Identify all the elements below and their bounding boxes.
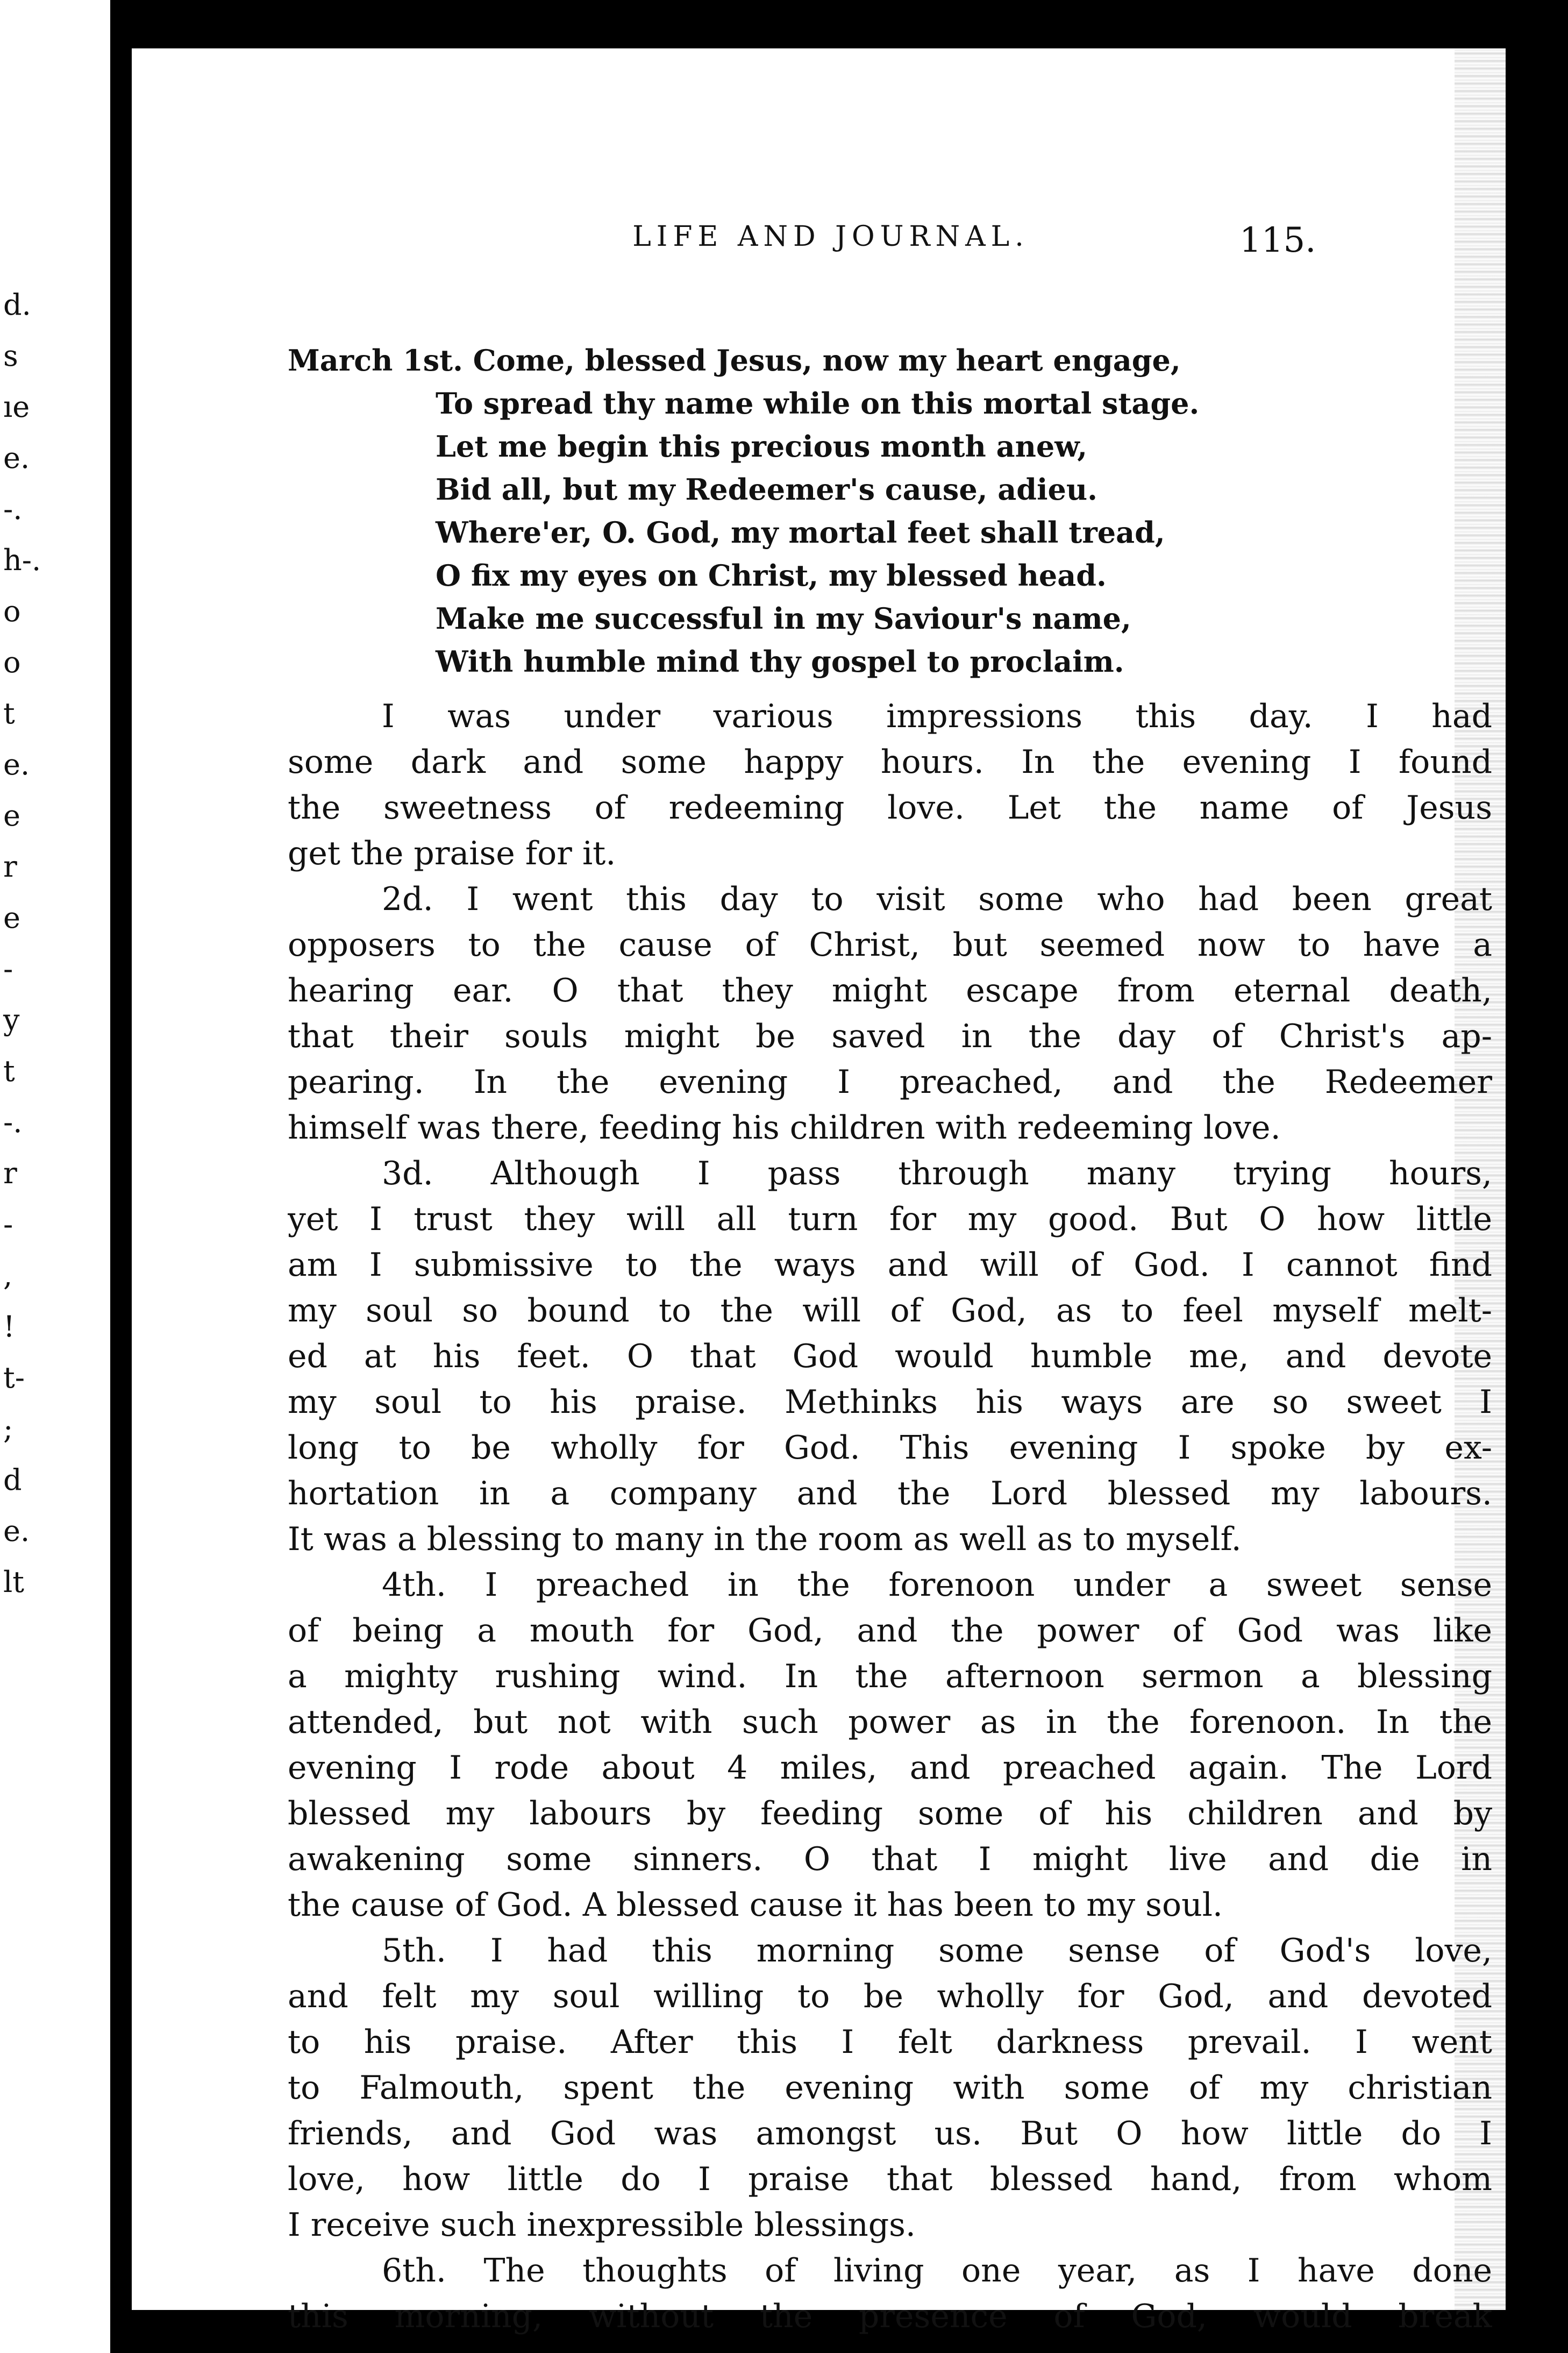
- journal-paragraph: [288, 1562, 1492, 1928]
- facing-page-edge: [0, 0, 110, 2353]
- text-line: and felt my soul willing to be wholly for God, and devoted: [288, 1978, 1492, 2015]
- facing-page-fragment: e: [3, 799, 20, 833]
- facing-page-fragment: h-.: [3, 543, 41, 577]
- verse-line: With humble mind thy gospel to proclaim.: [436, 644, 1124, 679]
- facing-page-fragment: r: [3, 850, 17, 884]
- body-text: [288, 339, 1492, 2340]
- text-line: attended, but not with such power as in the forenoon. In the: [288, 1703, 1492, 1741]
- journal-paragraph: [288, 877, 1492, 1151]
- text-line: pearing. In the evening I preached, and the Redeemer: [288, 1063, 1492, 1101]
- text-line: 4th. I preached in the forenoon under a sweet sense: [382, 1566, 1492, 1604]
- facing-page-fragment: ıe: [3, 390, 30, 424]
- text-line: friends, and God was amongst us. But O how little do I: [288, 2115, 1492, 2152]
- facing-page-fragment: e: [3, 901, 20, 935]
- verse-line: March 1st. Come, blessed Jesus, now my heart engage,: [288, 343, 1181, 378]
- facing-page-fragment: !: [3, 1310, 15, 1343]
- facing-page-fragment: o: [3, 594, 21, 628]
- verse-line: Where'er, O. God, my mortal feet shall tread,: [436, 515, 1165, 550]
- facing-page-fragment: ;: [3, 1412, 13, 1446]
- facing-page-fragment: s: [3, 339, 18, 373]
- facing-page-fragment: e.: [3, 1514, 30, 1548]
- text-line: to his praise. After this I felt darkness prevail. I went: [288, 2023, 1492, 2061]
- text-line: get the praise for it.: [288, 835, 616, 872]
- text-line: opposers to the cause of Christ, but seemed now to have a: [288, 926, 1492, 964]
- facing-page-fragment: -: [3, 952, 13, 986]
- facing-page-fragment: t-: [3, 1361, 25, 1395]
- text-line: 2d. I went this day to visit some who had been great: [382, 880, 1492, 918]
- text-line: to Falmouth, spent the evening with some of my christian: [288, 2069, 1492, 2107]
- facing-page-fragment: d.: [3, 288, 31, 322]
- text-line: of being a mouth for God, and the power of God was like: [288, 1612, 1492, 1650]
- verse-line: Let me begin this precious month anew,: [436, 429, 1088, 464]
- text-line: hortation in a company and the Lord blessed my labours.: [288, 1475, 1492, 1512]
- facing-page-fragment: -: [3, 1207, 13, 1241]
- text-line: 5th. I had this morning some sense of God's love,: [382, 1932, 1492, 1970]
- facing-page-fragment: e.: [3, 748, 30, 781]
- text-line: long to be wholly for God. This evening I spoke by ex-: [288, 1429, 1492, 1467]
- text-line: love, how little do I praise that blessed hand, from whom: [288, 2160, 1492, 2198]
- text-line: himself was there, feeding his children with redeeming love.: [288, 1109, 1281, 1147]
- text-line: blessed my labours by feeding some of his children and by: [288, 1795, 1492, 1832]
- facing-page-fragment: lt: [3, 1565, 24, 1599]
- journal-paragraph: [288, 1928, 1492, 2248]
- text-line: that their souls might be saved in the day of Christ's ap-: [288, 1018, 1492, 1055]
- journal-entries: [288, 694, 1492, 2340]
- text-line: evening I rode about 4 miles, and preached again. The Lord: [288, 1749, 1492, 1787]
- running-head-title: LIFE AND JOURNAL.: [632, 221, 1029, 253]
- page-number: 115.: [1239, 221, 1316, 260]
- text-line: awakening some sinners. O that I might live and die in: [288, 1840, 1492, 1878]
- facing-page-fragment: y: [3, 1003, 20, 1037]
- text-line: yet I trust they will all turn for my good. But O how little: [288, 1200, 1492, 1238]
- text-line: hearing ear. O that they might escape from eternal death,: [288, 972, 1492, 1010]
- text-line: a mighty rushing wind. In the afternoon sermon a blessing: [288, 1658, 1492, 1695]
- verse-line: Make me successful in my Saviour's name,: [436, 601, 1131, 636]
- journal-paragraph: [288, 1151, 1492, 1562]
- text-line: I was under various impressions this day. I had: [382, 698, 1492, 735]
- text-line: my soul to his praise. Methinks his ways are so sweet I: [288, 1383, 1492, 1421]
- text-line: I receive such inexpressible blessings.: [288, 2206, 916, 2244]
- facing-page-fragment: r: [3, 1156, 17, 1190]
- text-line: some dark and some happy hours. In the evening I found: [288, 743, 1492, 781]
- text-line: this morning, without the presence of God, would break: [288, 2298, 1492, 2335]
- facing-page-fragment: d: [3, 1463, 22, 1497]
- text-line: my soul so bound to the will of God, as to feel myself melt-: [288, 1292, 1492, 1330]
- text-line: ed at his feet. O that God would humble me, and devote: [288, 1338, 1492, 1375]
- text-line: 3d. Although I pass through many trying hours,: [382, 1155, 1492, 1192]
- facing-page-fragment: t: [3, 1054, 15, 1088]
- facing-page-fragment: t: [3, 696, 15, 730]
- verse-line: Bid all, but my Redeemer's cause, adieu.: [436, 472, 1097, 507]
- verse-line: O fix my eyes on Christ, my blessed head.: [436, 558, 1107, 593]
- journal-paragraph: [288, 2248, 1492, 2340]
- facing-page-fragment: o: [3, 645, 21, 679]
- verse-line: To spread thy name while on this mortal stage.: [436, 386, 1200, 421]
- facing-page-fragment: -.: [3, 492, 23, 526]
- text-line: 6th. The thoughts of living one year, as I have done: [382, 2252, 1492, 2290]
- book-page: [132, 48, 1506, 2335]
- facing-page-fragment: e.: [3, 441, 30, 475]
- facing-page-fragment: ,: [3, 1259, 13, 1292]
- text-line: am I submissive to the ways and will of God. I cannot find: [288, 1246, 1492, 1284]
- text-line: the sweetness of redeeming love. Let the name of Jesus: [288, 789, 1492, 827]
- text-line: It was a blessing to many in the room as well as to myself.: [288, 1520, 1242, 1558]
- journal-paragraph: [288, 694, 1492, 877]
- facing-page-fragment: -.: [3, 1105, 23, 1139]
- text-line: the cause of God. A blessed cause it has been to my soul.: [288, 1886, 1223, 1924]
- verse-stanza: [288, 339, 1492, 683]
